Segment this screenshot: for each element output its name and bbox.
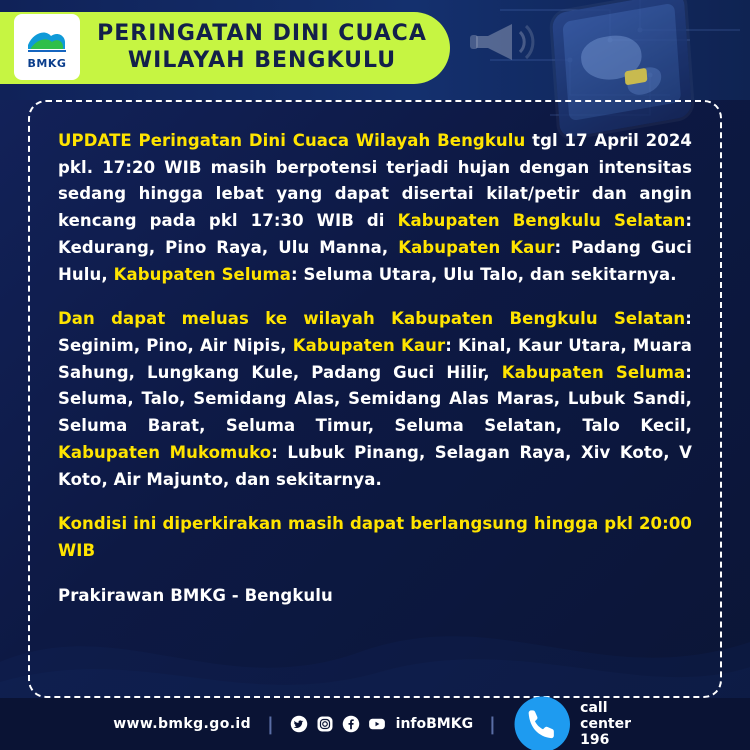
page-title-line1: PERINGATAN DINI CUACA — [97, 21, 427, 47]
youtube-icon[interactable] — [368, 715, 386, 733]
p1-seg3: Kabupaten Bengkulu Selatan — [397, 211, 686, 231]
p2-seg1: Dan dapat meluas ke wilayah — [58, 309, 392, 329]
bmkg-logo-text: BMKG — [27, 56, 67, 70]
facebook-icon[interactable] — [342, 715, 360, 733]
p2-seg3: : Seginim, Pino, Air Nipis, — [58, 309, 692, 356]
p1-seg5: Kabupaten Kaur — [398, 237, 555, 257]
p2-seg6: Kabupaten Seluma — [501, 362, 686, 382]
footer-call-center[interactable] — [512, 694, 637, 750]
paragraph-expansion — [58, 306, 692, 493]
footer-separator-1: | — [267, 713, 274, 735]
warning-card — [28, 100, 722, 698]
footer-separator-2: | — [489, 713, 496, 735]
p2-seg5: : Kinal, Kaur Utara, Muara Sahung, Lungkang Kule, Padang Guci Hilir, — [58, 336, 692, 382]
phone-icon — [512, 694, 573, 750]
p1-seg2: tgl 17 April 2024 pkl. 17:20 WIB masih berpotensi terjadi hujan dengan intensitas sedang hingga lebat yang dapat disertai kilat/petir dan angin kencang pada pkl 17:30 WIB di — [58, 131, 693, 231]
footer-handle[interactable]: infoBMKG — [395, 716, 474, 732]
p2-seg9: : Lubuk Pinang, Selagan Raya, Xiv Koto, V Koto, Air Majunto, dan sekitarnya. — [58, 442, 692, 489]
p2-seg8: Kabupaten Mukomuko — [58, 442, 272, 462]
paragraph-update — [58, 128, 692, 288]
page-title-line2: WILAYAH BENGKULU — [127, 48, 397, 73]
p1-seg4: : Kedurang, Pino Raya, Ulu Manna, — [58, 211, 693, 257]
paragraph-signature: Prakirawan BMKG - Bengkulu — [58, 585, 333, 605]
footer-call-text: call center 196 — [580, 700, 632, 748]
p1-seg8: : Seluma Utara, Ulu Talo, dan sekitarnya. — [290, 264, 677, 284]
p1-seg1: UPDATE Peringatan Dini Cuaca Wilayah Bengkulu — [58, 131, 526, 150]
megaphone-icon — [468, 18, 538, 66]
p1-seg7: Kabupaten Seluma — [113, 264, 291, 284]
p2-seg4: Kabupaten Kaur — [292, 336, 446, 356]
paragraph-duration: Kondisi ini diperkirakan masih dapat berlangsung hingga pkl 20:00 WIB — [58, 514, 692, 561]
p2-seg7: : Seluma, Talo, Semidang Alas, Semidang Alas Maras, Lubuk Sandi, Seluma Barat, Seluma Timur, Seluma Selatan, Talo Kecil, — [58, 362, 692, 436]
p2-seg2: Kabupaten Bengkulu Selatan — [391, 309, 686, 329]
footer-website[interactable]: www.bmkg.go.id — [113, 716, 252, 732]
bmkg-logo-icon — [25, 25, 69, 55]
footer-bar — [0, 698, 750, 750]
instagram-icon[interactable] — [316, 715, 334, 733]
twitter-icon[interactable] — [290, 715, 308, 733]
bmkg-logo — [14, 14, 80, 80]
p1-seg6: : Padang Guci Hulu, — [58, 237, 692, 284]
footer-social-group — [290, 715, 473, 733]
